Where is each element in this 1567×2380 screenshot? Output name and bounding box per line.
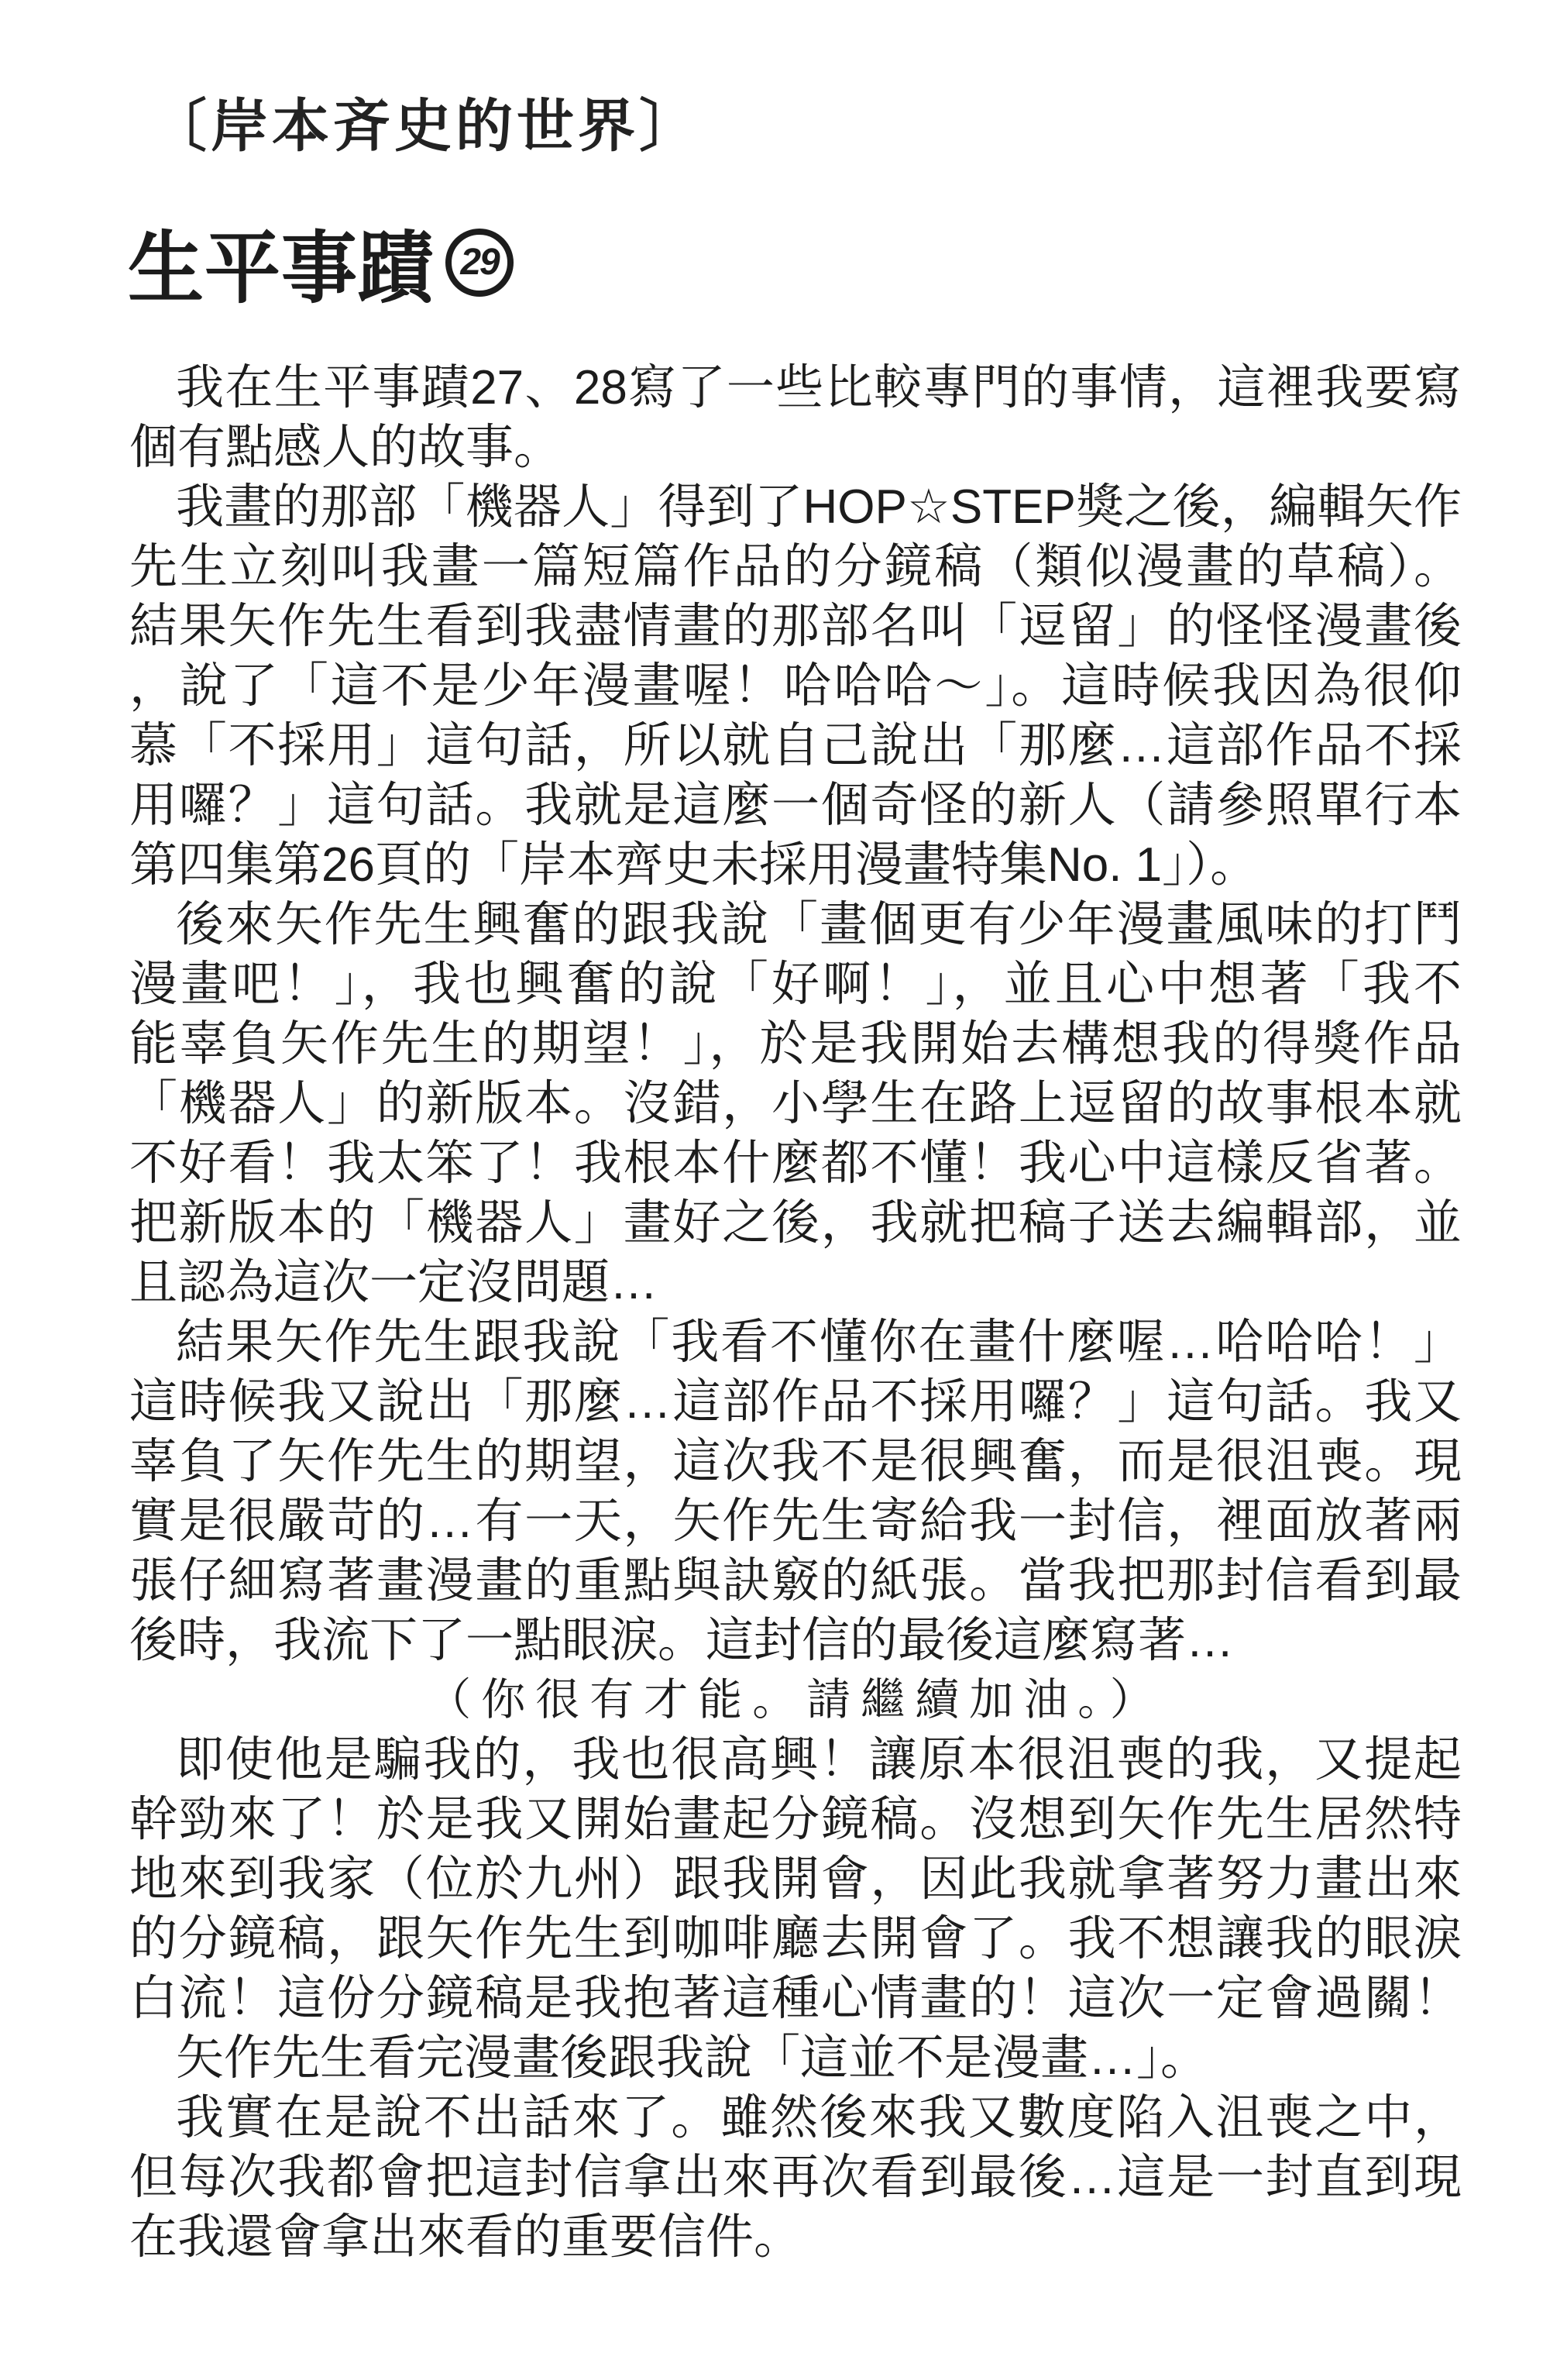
body-line: 後來矢作先生興奮的跟我說「畫個更有少年漫畫風味的打鬥 (176, 898, 1462, 951)
body-line: 我實在是說不出話來了。雖然後來我又數度陷入沮喪之中， (176, 2091, 1462, 2144)
body-line: 結果矢作先生跟我說「我看不懂你在畫什麼喔…哈哈哈！」 (176, 1316, 1462, 1369)
body-text (129, 358, 1462, 2267)
body-line: 不好看！我太笨了！我根本什麼都不懂！我心中這樣反省著。 (129, 1137, 1462, 1190)
page-title-text: 生平事蹟 (128, 224, 435, 313)
body-line: 矢作先生看完漫畫後跟我說「這並不是漫畫…」。 (176, 2031, 1209, 2085)
body-line: 我畫的那部「機器人」得到了HOP☆STEP獎之後，編輯矢作 (176, 480, 1462, 534)
body-line: ，說了「這不是少年漫畫喔！哈哈哈～」。這時候我因為很仰 (129, 659, 1462, 713)
body-line: 個有點感人的故事。 (129, 421, 562, 474)
body-line: 漫畫吧！」，我也興奮的說「好啊！」，並且心中想著「我不 (129, 958, 1462, 1011)
body-line: 實是很嚴苛的…有一天，矢作先生寄給我一封信，裡面放著兩 (129, 1494, 1462, 1548)
body-line: 結果矢作先生看到我盡情畫的那部名叫「逗留」的怪怪漫畫後 (129, 600, 1462, 653)
body-line: 幹勁來了！於是我又開始畫起分鏡稿。沒想到矢作先生居然特 (129, 1793, 1462, 1846)
body-line: 後時，我流下了一點眼淚。這封信的最後這麼寫著… (129, 1614, 1235, 1667)
section-header: 〔岸本斉史的世界〕 (149, 93, 700, 160)
body-line: 把新版本的「機器人」畫好之後，我就把稿子送去編輯部，並 (129, 1196, 1462, 1250)
body-line: 能辜負矢作先生的期望！」，於是我開始去構想我的得獎作品 (129, 1017, 1462, 1071)
body-line: 第四集第26頁的「岸本齊史未採用漫畫特集No. 1」）。 (129, 838, 1259, 892)
body-line: 且認為這次一定沒問題… (129, 1256, 658, 1309)
body-line: 慕「不採用」這句話，所以就自己說出「那麼…這部作品不採 (129, 719, 1462, 772)
body-line: 張仔細寫著畫漫畫的重點與訣竅的紙張。當我把那封信看到最 (129, 1554, 1462, 1608)
body-line: 在我還會拿出來看的重要信件。 (129, 2210, 802, 2264)
letter-excerpt-line: （你很有才能。請繼續加油。） (427, 1674, 1164, 1725)
body-line: 這時候我又說出「那麼…這部作品不採用囉？」這句話。我又 (129, 1375, 1462, 1429)
body-line: 先生立刻叫我畫一篇短篇作品的分鏡稿（類似漫畫的草稿）。 (129, 540, 1462, 593)
body-line: 用囉？」這句話。我就是這麼一個奇怪的新人（請參照單行本 (129, 779, 1462, 832)
body-line: 的分鏡稿，跟矢作先生到咖啡廳去開會了。我不想讓我的眼淚 (129, 1912, 1462, 1966)
body-line: 即使他是騙我的，我也很高興！讓原本很沮喪的我，又提起 (176, 1733, 1462, 1787)
title-number-badge (445, 229, 514, 297)
body-line: 但每次我都會把這封信拿出來再次看到最後…這是一封直到現 (129, 2151, 1462, 2204)
body-line: 「機器人」的新版本。沒錯，小學生在路上逗留的故事根本就 (129, 1077, 1462, 1130)
body-line: 白流！這份分鏡稿是我抱著這種心情畫的！這次一定會過關！ (129, 1972, 1462, 2025)
body-line: 地來到我家（位於九州）跟我開會，因此我就拿著努力畫出來 (129, 1852, 1462, 1906)
title-number: 29 (460, 242, 499, 283)
body-line: 辜負了矢作先生的期望，這次我不是很興奮，而是很沮喪。現 (129, 1435, 1462, 1488)
body-line: 我在生平事蹟27、28寫了一些比較專門的事情，這裡我要寫 (176, 361, 1462, 414)
page-title (128, 208, 514, 317)
